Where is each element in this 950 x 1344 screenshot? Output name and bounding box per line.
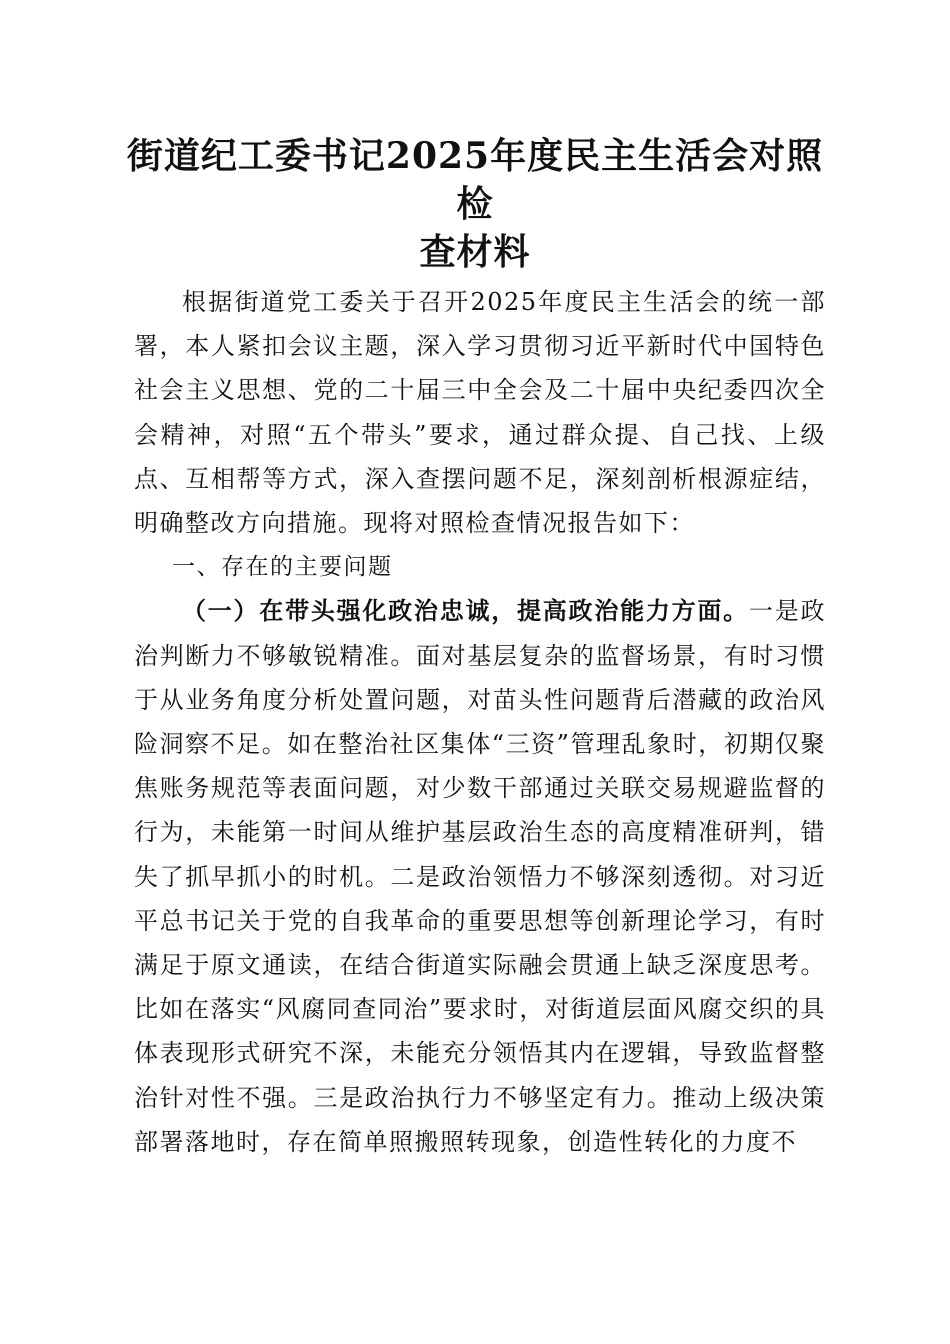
document-title bbox=[120, 132, 830, 276]
title-line-2: 查材料 bbox=[419, 231, 531, 273]
document-body bbox=[134, 280, 826, 1164]
subsection-body: 一是政治判断力不够敏锐精准。面对基层复杂的监督场景，有时习惯于从业务角度分析处置问题，对苗头性问题背后潜藏的政治风险洞察不足。如在整治社区集体“三资”管理乱象时，初期仅聚焦账务规范等表面问题，对少数干部通过关联交易规避监督的行为，未能第一时间从维护基层政治生态的高度精准研判，错失了抓早抓小的时机。二是政治领悟力不够深刻透彻。对习近平总书记关于党的自我革命的重要思想等创新理论学习，有时满足于原文通读，在结合街道实际融会贯通上缺乏深度思考。比如在落实“风腐同查同治”要求时，对街道层面风腐交织的具体表现形式研究不深，未能充分领悟其内在逻辑，导致监督整治针对性不强。三是政治执行力不够坚定有力。推动上级决策部署落地时，存在简单照搬照转现象，创造性转化的力度不 bbox=[134, 597, 827, 1156]
intro-paragraph: 根据街道党工委关于召开2025年度民主生活会的统一部署，本人紧扣会议主题，深入学习贯彻习近平新时代中国特色社会主义思想、党的二十届三中全会及二十届中央纪委四次全会精神，对照“五个带头”要求，通过群众提、自己找、上级点、互相帮等方式，深入查摆问题不足，深刻剖析根源症结，明确整改方向措施。现将对照检查情况报告如下： bbox=[134, 288, 826, 538]
section-heading: 一、存在的主要问题 bbox=[172, 554, 393, 581]
subsection-paragraph bbox=[134, 589, 826, 1164]
subsection-heading: （一）在带头强化政治忠诚，提高政治能力方面。 bbox=[182, 597, 749, 626]
title-line-1: 街道纪工委书记2025年度民主生活会对照检 bbox=[126, 135, 824, 225]
